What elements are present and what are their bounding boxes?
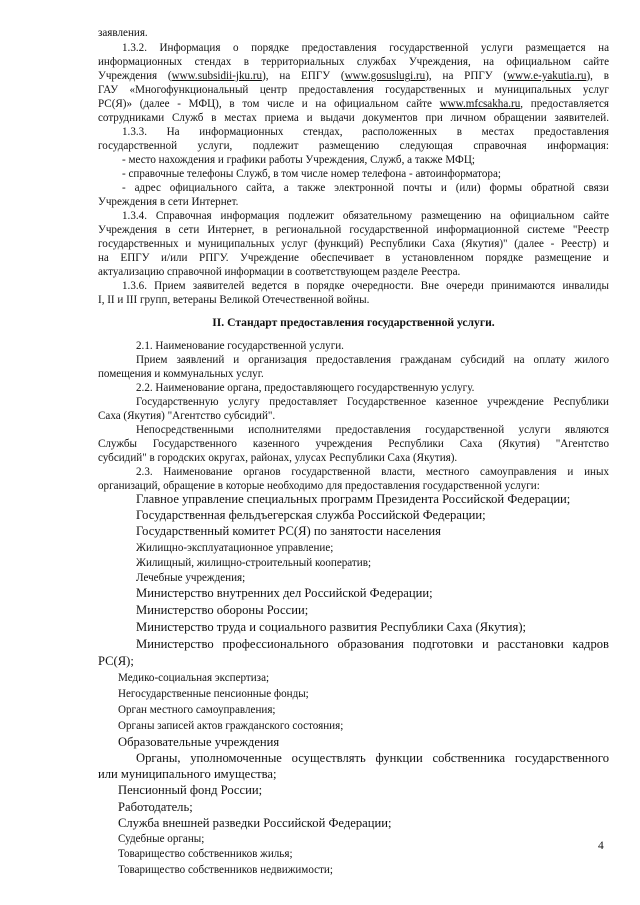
list-item: Министерство внутренних дел Российской Федерации; [136,586,433,600]
list-item: Органы, уполномоченные осуществлять функции собственника государственного [136,751,609,765]
text-line: 2.3. Наименование органов государственной власти, местного самоуправления и иных [136,466,609,478]
text-line: 2.1. Наименование государственной услуги. [136,340,344,352]
list-item: Жилищный, жилищно-строительный кооператив; [136,557,372,569]
text-fragment: ), на РПГУ ( [425,70,508,82]
text-line: субсидий" в городских округах, районах, улусах Республики Саха (Якутия). [98,452,458,464]
text-line: 1.3.4. Справочная информация подлежит обязательному размещению на официальном сайте [122,210,609,222]
website-link[interactable]: www.gosuslugi.ru [344,70,426,82]
website-link[interactable]: www.subsidii-jku.ru [171,70,263,82]
list-item: Государственный комитет РС(Я) по занятости населения [136,524,441,538]
text-line: Непосредственными исполнителями предоставления государственной услуги являются [136,424,609,436]
website-link[interactable]: www.e-yakutia.ru [507,70,587,82]
list-item: Органы записей актов гражданского состояния; [118,720,344,732]
text-line: Саха (Якутия) "Агентство субсидий". [98,410,276,422]
text-line [98,98,609,111]
text-line: Службы Государственного казенного учреждения Республики Саха (Якутия) "Агентство [98,438,609,450]
text-line: - адрес официального сайта, а также электронной почты и (или) формы обратной связи [122,182,609,194]
text-line: государственных и муниципальных услуг (функций) Республики Саха (Якутия)" (далее - Реестр) и [98,238,609,250]
text-fragment: Учреждения ( [98,70,172,82]
section-heading: II. Стандарт предоставления государственной услуги. [212,316,495,329]
text-fragment: ), на ЕПГУ ( [262,70,345,82]
list-item: Министерство обороны России; [136,603,309,617]
text-line: Государственную услугу предоставляет Государственное казенное учреждение Республики [136,396,609,408]
page-number: 4 [598,840,604,852]
text-line: 1.3.2. Информация о порядке предоставления государственной услуги размещается на [122,42,609,54]
text-line: Учреждения в сети Интернет, в региональной государственной информационной системе "Реестр [98,224,609,236]
text-line: - место нахождения и графики работы Учреждения, Служб, а также МФЦ; [122,154,475,166]
list-item: Товарищество собственников жилья; [118,848,293,860]
list-item: или муниципального имущества; [98,767,277,781]
text-line: Прием заявлений и организация предоставления гражданам субсидий на оплату жилого [136,354,609,366]
list-item: Орган местного самоуправления; [118,704,276,716]
text-fragment: РС(Я)» (далее - МФЦ), в том числе и на официальном сайте [98,98,440,110]
list-item: Негосударственные пенсионные фонды; [118,688,309,700]
text-line: на ЕПГУ и/или РПГУ. Учреждение обеспечивает в установленном порядке размещение и [98,252,609,264]
list-item: Министерство профессионального образования подготовки и расстановки кадров [136,637,609,651]
text-line: 2.2. Наименование органа, предоставляющего государственную услугу. [136,382,475,394]
list-item: Государственная фельдъегерская служба Российской Федерации; [136,508,486,522]
list-item: Медико-социальная экспертиза; [118,672,270,684]
text-line: 1.3.6. Прием заявителей ведется в порядке очередности. Вне очереди принимаются инвалиды [122,280,609,292]
text-fragment: ), в [586,70,609,82]
list-item: Главное управление специальных программ Президента Российской Федерации; [136,492,571,506]
text-line: заявления. [98,27,148,39]
list-item: Пенсионный фонд России; [118,783,263,797]
text-fragment: , предоставляется [520,98,609,110]
list-item: Служба внешней разведки Российской Федерации; [118,816,392,830]
text-line: информационных стендах в территориальных службах Учреждения, на официальном сайте [98,56,609,68]
list-item: Министерство труда и социального развития Республики Саха (Якутия); [136,620,527,634]
text-line [98,70,609,83]
list-item: Жилищно-эксплуатационное управление; [136,542,334,554]
text-line: 1.3.3. На информационных стендах, расположенных в местах предоставления [122,126,609,138]
list-item: Товарищество собственников недвижимости; [118,864,333,876]
text-line: I, II и III групп, ветераны Великой Отечественной войны. [98,294,370,306]
list-item: Образовательные учреждения [118,735,280,749]
list-item: РС(Я); [98,654,134,668]
text-line: актуализацию справочной информации в соответствующем разделе Реестра. [98,266,461,278]
text-line: помещения и коммунальных услуг. [98,368,264,380]
text-line: - справочные телефоны Служб, в том числе номер телефона - автоинформатора; [122,168,501,180]
text-line: Учреждения в сети Интернет. [98,196,239,208]
text-line: ГАУ «Многофункциональный центр предоставления государственных и муниципальных услуг [98,84,609,96]
list-item: Лечебные учреждения; [136,572,246,584]
website-link[interactable]: www.mfcsakha.ru [439,98,521,110]
list-item: Судебные органы; [118,833,205,845]
text-line: организаций, обращение в которые необходимо для предоставления государственной услуги: [98,480,540,492]
text-line: сотрудниками Служб в местах приема и выдачи документов при личном обращении заявителей. [98,112,609,124]
list-item: Работодатель; [118,800,193,814]
text-line: государственной услуги, подлежит размещению следующая справочная информация: [98,140,609,152]
